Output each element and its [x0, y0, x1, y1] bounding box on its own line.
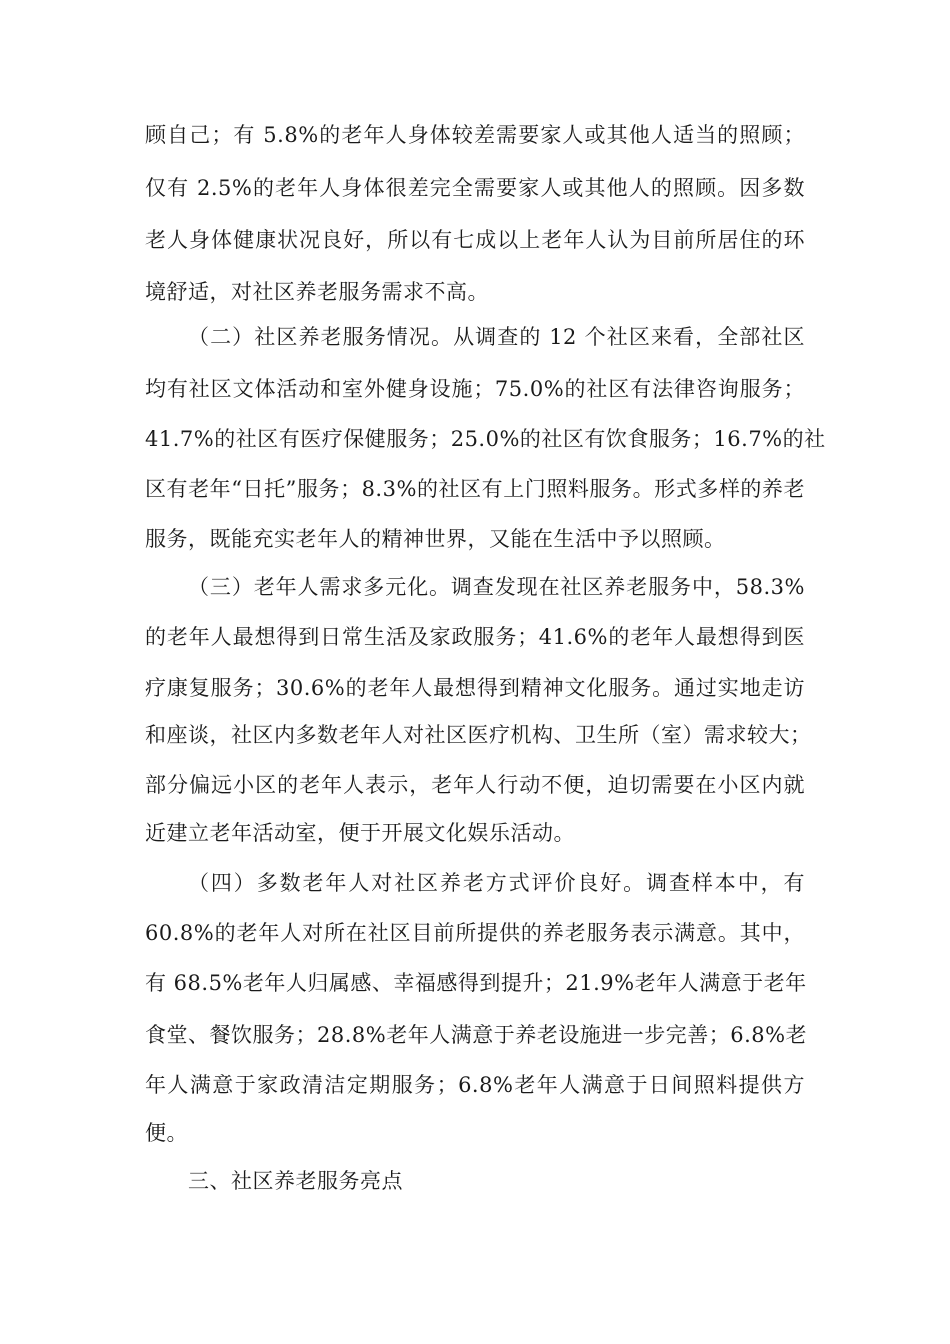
text-line: 疗康复服务；30.6%的老年人最想得到精神文化服务。通过实地走访 — [145, 676, 805, 700]
paragraph-heading-line: （三）老年人需求多元化。调查发现在社区养老服务中，58.3% — [188, 575, 805, 599]
text-line: 和座谈，社区内多数老年人对社区医疗机构、卫生所（室）需求较大； — [145, 723, 812, 747]
text-line: 食堂、餐饮服务；28.8%老年人满意于养老设施进一步完善；6.8%老 — [145, 1023, 808, 1047]
text-line: 便。 — [145, 1121, 188, 1145]
text-line: 境舒适，对社区养老服务需求不高。 — [145, 280, 489, 304]
text-line: 均有社区文体活动和室外健身设施；75.0%的社区有法律咨询服务； — [145, 377, 805, 401]
text-line: 仅有 2.5%的老年人身体很差完全需要家人或其他人的照顾。因多数 — [145, 176, 805, 200]
text-line: 顾自己；有 5.8%的老年人身体较差需要家人或其他人适当的照顾； — [145, 123, 805, 147]
text-line: 41.7%的社区有医疗保健服务；25.0%的社区有饮食服务；16.7%的社 — [145, 427, 826, 451]
paragraph-heading-line: （二）社区养老服务情况。从调查的 12 个社区来看，全部社区 — [188, 325, 805, 349]
paragraph-heading-line: （四）多数老年人对社区养老方式评价良好。调查样本中，有 — [188, 871, 805, 895]
text-line: 服务，既能充实老年人的精神世界，又能在生活中予以照顾。 — [145, 527, 726, 551]
text-line: 近建立老年活动室，便于开展文化娱乐活动。 — [145, 821, 575, 845]
text-line: 区有老年“日托”服务；8.3%的社区有上门照料服务。形式多样的养老 — [145, 477, 805, 501]
section-heading: 三、社区养老服务亮点 — [188, 1169, 403, 1193]
text-line: 60.8%的老年人对所在社区目前所提供的养老服务表示满意。其中， — [145, 921, 805, 945]
text-line: 有 68.5%老年人归属感、幸福感得到提升；21.9%老年人满意于老年 — [145, 971, 807, 995]
text-line: 部分偏远小区的老年人表示，老年人行动不便，迫切需要在小区内就 — [145, 773, 805, 797]
text-line: 年人满意于家政清洁定期服务；6.8%老年人满意于日间照料提供方 — [145, 1073, 805, 1097]
text-line: 的老年人最想得到日常生活及家政服务；41.6%的老年人最想得到医 — [145, 625, 805, 649]
text-line: 老人身体健康状况良好，所以有七成以上老年人认为目前所居住的环 — [145, 228, 805, 252]
